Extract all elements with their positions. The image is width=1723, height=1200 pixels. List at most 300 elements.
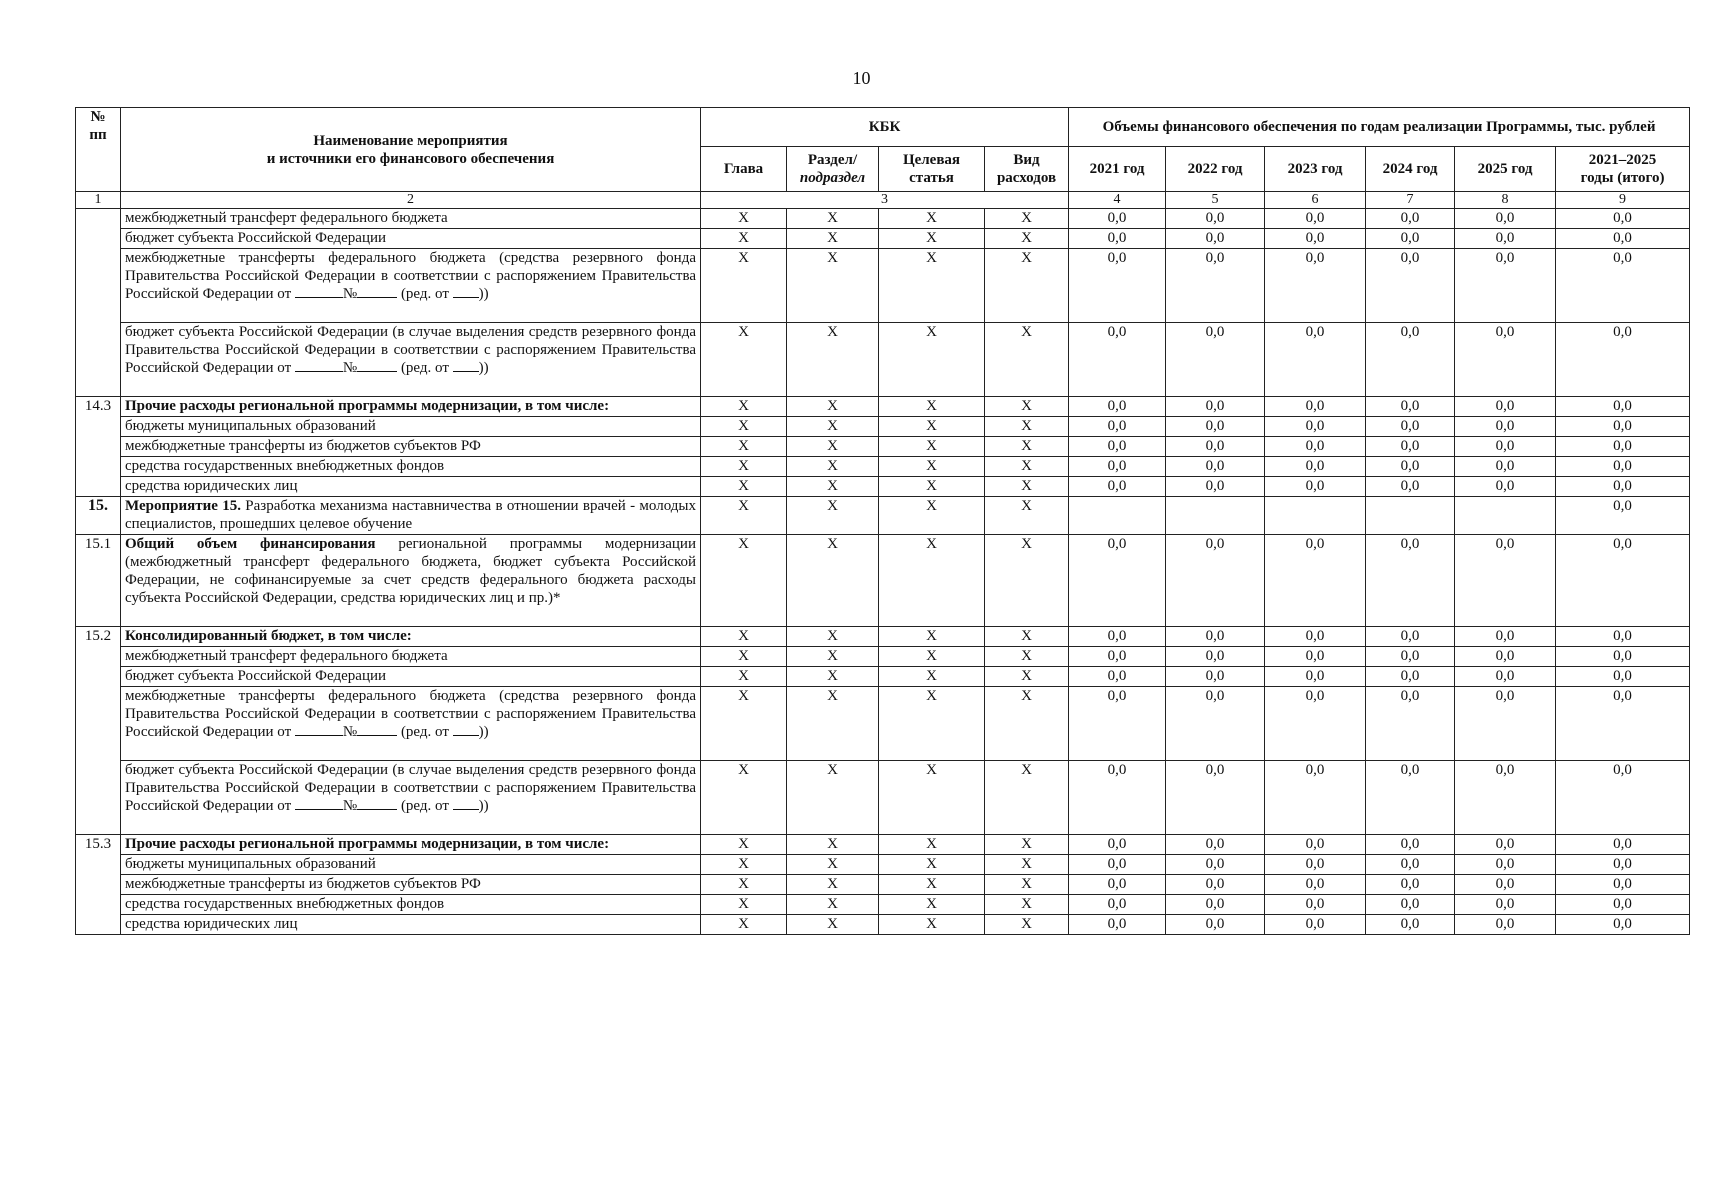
- row-name-part: Разработка механизма наставничества в отношении врачей - молодых специалистов, прошедших целевое обучение: [125, 498, 696, 532]
- index-cell: 4: [1069, 192, 1166, 209]
- row-name: средства юридических лиц: [121, 477, 701, 497]
- row-name-part: )): [478, 724, 489, 740]
- header-number: № пп: [76, 108, 121, 192]
- amount-cell: 0,0: [1069, 209, 1166, 229]
- amount-cell: 0,0: [1366, 417, 1455, 437]
- amount-cell: 0,0: [1166, 323, 1265, 397]
- kbk-cell: Х: [787, 229, 879, 249]
- amount-cell: 0,0: [1265, 647, 1366, 667]
- kbk-cell: Х: [701, 437, 787, 457]
- amount-cell: 0,0: [1166, 687, 1265, 761]
- amount-cell: 0,0: [1455, 915, 1556, 935]
- amount-cell: 0,0: [1366, 761, 1455, 835]
- amount-cell: 0,0: [1455, 687, 1556, 761]
- amount-cell: 0,0: [1265, 875, 1366, 895]
- header-year-total: 2021–2025 годы (итого): [1556, 147, 1690, 192]
- amount-cell: 0,0: [1556, 667, 1690, 687]
- row-name-part: бюджет субъекта Российской Федерации (в случае выделения средств резервного фонда Правительства Российской Федерации в соответствии с распоряжением Правительства Российской Федерации от: [125, 324, 696, 376]
- fill-in-blank: [295, 359, 343, 372]
- kbk-cell: Х: [879, 437, 985, 457]
- kbk-cell: Х: [985, 667, 1069, 687]
- row-name-part: от: [435, 286, 453, 302]
- amount-cell: 0,0: [1166, 915, 1265, 935]
- amount-cell: 0,0: [1455, 417, 1556, 437]
- amount-cell: 0,0: [1455, 895, 1556, 915]
- table-row: [76, 323, 1690, 397]
- kbk-cell: Х: [701, 249, 787, 323]
- header-tselevaya: Целевая статья: [879, 147, 985, 192]
- amount-cell: 0,0: [1556, 457, 1690, 477]
- index-cell: 6: [1265, 192, 1366, 209]
- kbk-cell: Х: [985, 477, 1069, 497]
- amount-cell: 0,0: [1265, 249, 1366, 323]
- row-name: [121, 535, 701, 627]
- kbk-cell: Х: [787, 497, 879, 535]
- kbk-cell: Х: [787, 687, 879, 761]
- fill-in-blank: [453, 359, 479, 372]
- empty-amount-cell: [1265, 497, 1366, 535]
- header-year: 2025 год: [1455, 147, 1556, 192]
- kbk-cell: Х: [985, 647, 1069, 667]
- amount-cell: 0,0: [1366, 477, 1455, 497]
- kbk-cell: Х: [879, 323, 985, 397]
- row-name-part: (ред.: [397, 360, 432, 376]
- table-row: [76, 477, 1690, 497]
- amount-cell: 0,0: [1166, 477, 1265, 497]
- row-name-part: Мероприятие 15.: [125, 498, 241, 514]
- kbk-cell: Х: [879, 687, 985, 761]
- kbk-cell: Х: [787, 761, 879, 835]
- amount-cell: 0,0: [1556, 209, 1690, 229]
- kbk-cell: Х: [879, 397, 985, 417]
- row-name-part: )): [478, 360, 489, 376]
- row-name-part: №: [342, 798, 358, 814]
- kbk-cell: Х: [985, 249, 1069, 323]
- amount-cell: 0,0: [1455, 397, 1556, 417]
- amount-cell: 0,0: [1166, 875, 1265, 895]
- kbk-cell: Х: [879, 535, 985, 627]
- amount-cell: 0,0: [1366, 835, 1455, 855]
- kbk-cell: Х: [701, 915, 787, 935]
- header-razdel-part: Раздел/: [807, 152, 858, 168]
- amount-cell: 0,0: [1556, 915, 1690, 935]
- table-row: [76, 647, 1690, 667]
- kbk-cell: Х: [879, 647, 985, 667]
- amount-cell: 0,0: [1166, 417, 1265, 437]
- row-name: [121, 835, 701, 855]
- header-kbk: КБК: [701, 108, 1069, 147]
- amount-cell: 0,0: [1265, 229, 1366, 249]
- amount-cell: 0,0: [1455, 437, 1556, 457]
- amount-cell: 0,0: [1265, 323, 1366, 397]
- amount-cell: 0,0: [1265, 627, 1366, 647]
- row-number: 15.3: [76, 835, 121, 935]
- header-vid: Вид расходов: [985, 147, 1069, 192]
- amount-cell: 0,0: [1069, 229, 1166, 249]
- amount-cell: 0,0: [1069, 895, 1166, 915]
- kbk-cell: Х: [985, 457, 1069, 477]
- row-name: межбюджетный трансферт федерального бюджета: [121, 209, 701, 229]
- amount-cell: 0,0: [1265, 477, 1366, 497]
- header-razdel: [787, 147, 879, 192]
- amount-cell: 0,0: [1166, 855, 1265, 875]
- kbk-cell: Х: [787, 477, 879, 497]
- row-name: бюджет субъекта Российской Федерации: [121, 667, 701, 687]
- amount-cell: 0,0: [1455, 647, 1556, 667]
- table-row: [76, 915, 1690, 935]
- amount-cell: 0,0: [1166, 437, 1265, 457]
- amount-cell: 0,0: [1556, 249, 1690, 323]
- amount-cell: 0,0: [1556, 895, 1690, 915]
- kbk-cell: Х: [701, 323, 787, 397]
- financing-table: [75, 107, 1690, 935]
- amount-cell: 0,0: [1069, 667, 1166, 687]
- amount-cell: 0,0: [1366, 875, 1455, 895]
- amount-cell: 0,0: [1069, 687, 1166, 761]
- table-row: [76, 457, 1690, 477]
- table-row: [76, 875, 1690, 895]
- amount-cell: 0,0: [1265, 687, 1366, 761]
- row-number: 15.: [76, 497, 121, 535]
- amount-cell: 0,0: [1556, 497, 1690, 535]
- kbk-cell: Х: [879, 855, 985, 875]
- fill-in-blank: [295, 723, 343, 736]
- row-name: средства юридических лиц: [121, 915, 701, 935]
- amount-cell: 0,0: [1455, 761, 1556, 835]
- table-row: [76, 209, 1690, 229]
- amount-cell: 0,0: [1265, 437, 1366, 457]
- empty-amount-cell: [1069, 497, 1166, 535]
- amount-cell: 0,0: [1069, 855, 1166, 875]
- amount-cell: 0,0: [1069, 437, 1166, 457]
- row-name-part: (ред.: [397, 798, 432, 814]
- amount-cell: 0,0: [1166, 895, 1265, 915]
- fill-in-blank: [357, 359, 397, 372]
- kbk-cell: Х: [879, 835, 985, 855]
- index-cell: 3: [701, 192, 1069, 209]
- amount-cell: 0,0: [1265, 761, 1366, 835]
- amount-cell: 0,0: [1455, 209, 1556, 229]
- amount-cell: 0,0: [1556, 627, 1690, 647]
- header-volumes: Объемы финансового обеспечения по годам реализации Программы, тыс. рублей: [1069, 108, 1690, 147]
- amount-cell: 0,0: [1556, 323, 1690, 397]
- header-year: 2024 год: [1366, 147, 1455, 192]
- kbk-cell: Х: [701, 875, 787, 895]
- amount-cell: 0,0: [1069, 875, 1166, 895]
- fill-in-blank: [357, 723, 397, 736]
- kbk-cell: Х: [985, 209, 1069, 229]
- row-name-part: Прочие расходы региональной программы модернизации, в том числе:: [125, 836, 610, 852]
- fill-in-blank: [453, 797, 479, 810]
- row-number: [76, 209, 121, 397]
- kbk-cell: Х: [879, 209, 985, 229]
- empty-amount-cell: [1366, 497, 1455, 535]
- kbk-cell: Х: [701, 417, 787, 437]
- kbk-cell: Х: [787, 323, 879, 397]
- kbk-cell: Х: [879, 497, 985, 535]
- row-name: средства государственных внебюджетных фондов: [121, 895, 701, 915]
- row-name: бюджеты муниципальных образований: [121, 417, 701, 437]
- amount-cell: 0,0: [1166, 761, 1265, 835]
- amount-cell: 0,0: [1166, 667, 1265, 687]
- table-row: [76, 627, 1690, 647]
- row-name: межбюджетные трансферты из бюджетов субъектов РФ: [121, 437, 701, 457]
- row-name-part: Прочие расходы региональной программы модернизации, в том числе:: [125, 398, 610, 414]
- row-number: 14.3: [76, 397, 121, 497]
- kbk-cell: Х: [701, 535, 787, 627]
- kbk-cell: Х: [701, 761, 787, 835]
- amount-cell: 0,0: [1166, 835, 1265, 855]
- kbk-cell: Х: [701, 627, 787, 647]
- amount-cell: 0,0: [1366, 209, 1455, 229]
- amount-cell: 0,0: [1455, 535, 1556, 627]
- amount-cell: 0,0: [1166, 647, 1265, 667]
- amount-cell: 0,0: [1455, 457, 1556, 477]
- amount-cell: 0,0: [1556, 417, 1690, 437]
- kbk-cell: Х: [985, 875, 1069, 895]
- kbk-cell: Х: [879, 895, 985, 915]
- row-name: [121, 627, 701, 647]
- kbk-cell: Х: [879, 627, 985, 647]
- amount-cell: 0,0: [1556, 229, 1690, 249]
- row-name-part: от: [435, 724, 453, 740]
- kbk-cell: Х: [985, 497, 1069, 535]
- amount-cell: 0,0: [1366, 457, 1455, 477]
- amount-cell: 0,0: [1366, 895, 1455, 915]
- header-glava: Глава: [701, 147, 787, 192]
- table-row: [76, 397, 1690, 417]
- table-row: [76, 687, 1690, 761]
- header-year: 2022 год: [1166, 147, 1265, 192]
- header-year: 2023 год: [1265, 147, 1366, 192]
- row-name-part: от: [435, 360, 453, 376]
- amount-cell: 0,0: [1265, 457, 1366, 477]
- kbk-cell: Х: [985, 437, 1069, 457]
- amount-cell: 0,0: [1556, 535, 1690, 627]
- amount-cell: 0,0: [1455, 249, 1556, 323]
- kbk-cell: Х: [787, 457, 879, 477]
- kbk-cell: Х: [879, 229, 985, 249]
- kbk-cell: Х: [985, 417, 1069, 437]
- kbk-cell: Х: [787, 895, 879, 915]
- amount-cell: 0,0: [1455, 229, 1556, 249]
- row-name: бюджет субъекта Российской Федерации: [121, 229, 701, 249]
- amount-cell: 0,0: [1556, 761, 1690, 835]
- table-row: [76, 761, 1690, 835]
- table-row: [76, 535, 1690, 627]
- row-name-part: (ред.: [397, 724, 432, 740]
- amount-cell: 0,0: [1366, 397, 1455, 417]
- kbk-cell: Х: [879, 915, 985, 935]
- amount-cell: 0,0: [1455, 323, 1556, 397]
- kbk-cell: Х: [701, 687, 787, 761]
- amount-cell: 0,0: [1556, 835, 1690, 855]
- amount-cell: 0,0: [1455, 835, 1556, 855]
- fill-in-blank: [357, 285, 397, 298]
- row-name-part: региональной программы модернизации (межбюджетный трансферт федерального бюджета, бюджет субъекта Российской Федерации, не софинансируемые за счет средств федерального бюджета расходы субъекта Российской Федерации, средства юридических лиц и пр.)*: [125, 536, 696, 606]
- table-row: [76, 855, 1690, 875]
- row-name: средства государственных внебюджетных фондов: [121, 457, 701, 477]
- index-cell: 7: [1366, 192, 1455, 209]
- row-name-part: №: [342, 286, 358, 302]
- amount-cell: 0,0: [1366, 667, 1455, 687]
- kbk-cell: Х: [879, 417, 985, 437]
- row-name: [121, 687, 701, 761]
- amount-cell: 0,0: [1265, 915, 1366, 935]
- amount-cell: 0,0: [1265, 835, 1366, 855]
- row-name-part: №: [342, 724, 358, 740]
- kbk-cell: Х: [787, 437, 879, 457]
- row-name: межбюджетный трансферт федерального бюджета: [121, 647, 701, 667]
- table-row: [76, 437, 1690, 457]
- table-row: [76, 667, 1690, 687]
- row-name-part: )): [478, 798, 489, 814]
- amount-cell: 0,0: [1556, 647, 1690, 667]
- amount-cell: 0,0: [1455, 477, 1556, 497]
- kbk-cell: Х: [879, 761, 985, 835]
- amount-cell: 0,0: [1556, 687, 1690, 761]
- amount-cell: 0,0: [1556, 477, 1690, 497]
- kbk-cell: Х: [787, 209, 879, 229]
- amount-cell: 0,0: [1069, 627, 1166, 647]
- kbk-cell: Х: [701, 457, 787, 477]
- amount-cell: 0,0: [1366, 249, 1455, 323]
- kbk-cell: Х: [787, 535, 879, 627]
- row-number: 15.2: [76, 627, 121, 835]
- header-name: Наименование мероприятия и источники его финансового обеспечения: [121, 108, 701, 192]
- row-name-part: Общий объем финансирования: [125, 536, 376, 552]
- table-row: [76, 895, 1690, 915]
- amount-cell: 0,0: [1366, 687, 1455, 761]
- kbk-cell: Х: [985, 835, 1069, 855]
- amount-cell: 0,0: [1556, 437, 1690, 457]
- kbk-cell: Х: [985, 229, 1069, 249]
- row-name-part: межбюджетные трансферты федерального бюджета (средства резервного фонда Правительства Российской Федерации в соответствии с распоряжением Правительства Российской Федерации от: [125, 688, 696, 740]
- kbk-cell: Х: [879, 667, 985, 687]
- amount-cell: 0,0: [1069, 477, 1166, 497]
- amount-cell: 0,0: [1069, 835, 1166, 855]
- fill-in-blank: [453, 285, 479, 298]
- table-row: [76, 229, 1690, 249]
- amount-cell: 0,0: [1265, 417, 1366, 437]
- kbk-cell: Х: [701, 855, 787, 875]
- amount-cell: 0,0: [1556, 855, 1690, 875]
- empty-amount-cell: [1455, 497, 1556, 535]
- kbk-cell: Х: [701, 397, 787, 417]
- amount-cell: 0,0: [1069, 249, 1166, 323]
- amount-cell: 0,0: [1366, 535, 1455, 627]
- amount-cell: 0,0: [1265, 535, 1366, 627]
- row-name: [121, 497, 701, 535]
- row-name-part: межбюджетные трансферты федерального бюджета (средства резервного фонда Правительства Российской Федерации в соответствии с распоряжением Правительства Российской Федерации от: [125, 250, 696, 302]
- kbk-cell: Х: [985, 397, 1069, 417]
- fill-in-blank: [295, 285, 343, 298]
- amount-cell: 0,0: [1455, 667, 1556, 687]
- kbk-cell: Х: [701, 895, 787, 915]
- kbk-cell: Х: [985, 855, 1069, 875]
- amount-cell: 0,0: [1455, 855, 1556, 875]
- amount-cell: 0,0: [1166, 535, 1265, 627]
- kbk-cell: Х: [701, 835, 787, 855]
- row-name-part: от: [435, 798, 453, 814]
- kbk-cell: Х: [879, 477, 985, 497]
- row-name-part: Консолидированный бюджет, в том числе:: [125, 628, 412, 644]
- amount-cell: 0,0: [1366, 855, 1455, 875]
- kbk-cell: Х: [701, 209, 787, 229]
- amount-cell: 0,0: [1366, 437, 1455, 457]
- row-name-part: бюджет субъекта Российской Федерации (в случае выделения средств резервного фонда Правительства Российской Федерации в соответствии с распоряжением Правительства Российской Федерации от: [125, 762, 696, 814]
- index-cell: 2: [121, 192, 701, 209]
- amount-cell: 0,0: [1265, 209, 1366, 229]
- empty-amount-cell: [1166, 497, 1265, 535]
- kbk-cell: Х: [787, 647, 879, 667]
- index-cell: 5: [1166, 192, 1265, 209]
- kbk-cell: Х: [787, 855, 879, 875]
- row-name: [121, 323, 701, 397]
- row-name: [121, 397, 701, 417]
- kbk-cell: Х: [879, 875, 985, 895]
- amount-cell: 0,0: [1366, 915, 1455, 935]
- kbk-cell: Х: [701, 647, 787, 667]
- amount-cell: 0,0: [1366, 229, 1455, 249]
- kbk-cell: Х: [985, 627, 1069, 647]
- amount-cell: 0,0: [1166, 229, 1265, 249]
- amount-cell: 0,0: [1265, 397, 1366, 417]
- row-name: межбюджетные трансферты из бюджетов субъектов РФ: [121, 875, 701, 895]
- kbk-cell: Х: [985, 915, 1069, 935]
- row-name-part: )): [478, 286, 489, 302]
- kbk-cell: Х: [701, 667, 787, 687]
- kbk-cell: Х: [985, 687, 1069, 761]
- row-name: [121, 761, 701, 835]
- kbk-cell: Х: [701, 477, 787, 497]
- page-number: 10: [852, 68, 871, 88]
- fill-in-blank: [453, 723, 479, 736]
- amount-cell: 0,0: [1556, 875, 1690, 895]
- amount-cell: 0,0: [1069, 397, 1166, 417]
- amount-cell: 0,0: [1265, 855, 1366, 875]
- table-row: [76, 249, 1690, 323]
- row-name: бюджеты муниципальных образований: [121, 855, 701, 875]
- kbk-cell: Х: [787, 835, 879, 855]
- kbk-cell: Х: [879, 457, 985, 477]
- amount-cell: 0,0: [1166, 209, 1265, 229]
- amount-cell: 0,0: [1069, 457, 1166, 477]
- row-name-part: (ред.: [397, 286, 432, 302]
- header-razdel-part: подраздел: [799, 170, 866, 186]
- row-name: [121, 249, 701, 323]
- kbk-cell: Х: [787, 875, 879, 895]
- fill-in-blank: [357, 797, 397, 810]
- kbk-cell: Х: [701, 229, 787, 249]
- amount-cell: 0,0: [1069, 761, 1166, 835]
- amount-cell: 0,0: [1166, 249, 1265, 323]
- index-cell: 1: [76, 192, 121, 209]
- amount-cell: 0,0: [1265, 667, 1366, 687]
- header-year: 2021 год: [1069, 147, 1166, 192]
- kbk-cell: Х: [985, 535, 1069, 627]
- kbk-cell: Х: [787, 249, 879, 323]
- kbk-cell: Х: [985, 323, 1069, 397]
- amount-cell: 0,0: [1166, 627, 1265, 647]
- kbk-cell: Х: [879, 249, 985, 323]
- amount-cell: 0,0: [1069, 535, 1166, 627]
- amount-cell: 0,0: [1366, 627, 1455, 647]
- amount-cell: 0,0: [1069, 323, 1166, 397]
- table-row: [76, 417, 1690, 437]
- kbk-cell: Х: [787, 397, 879, 417]
- row-name-part: №: [342, 360, 358, 376]
